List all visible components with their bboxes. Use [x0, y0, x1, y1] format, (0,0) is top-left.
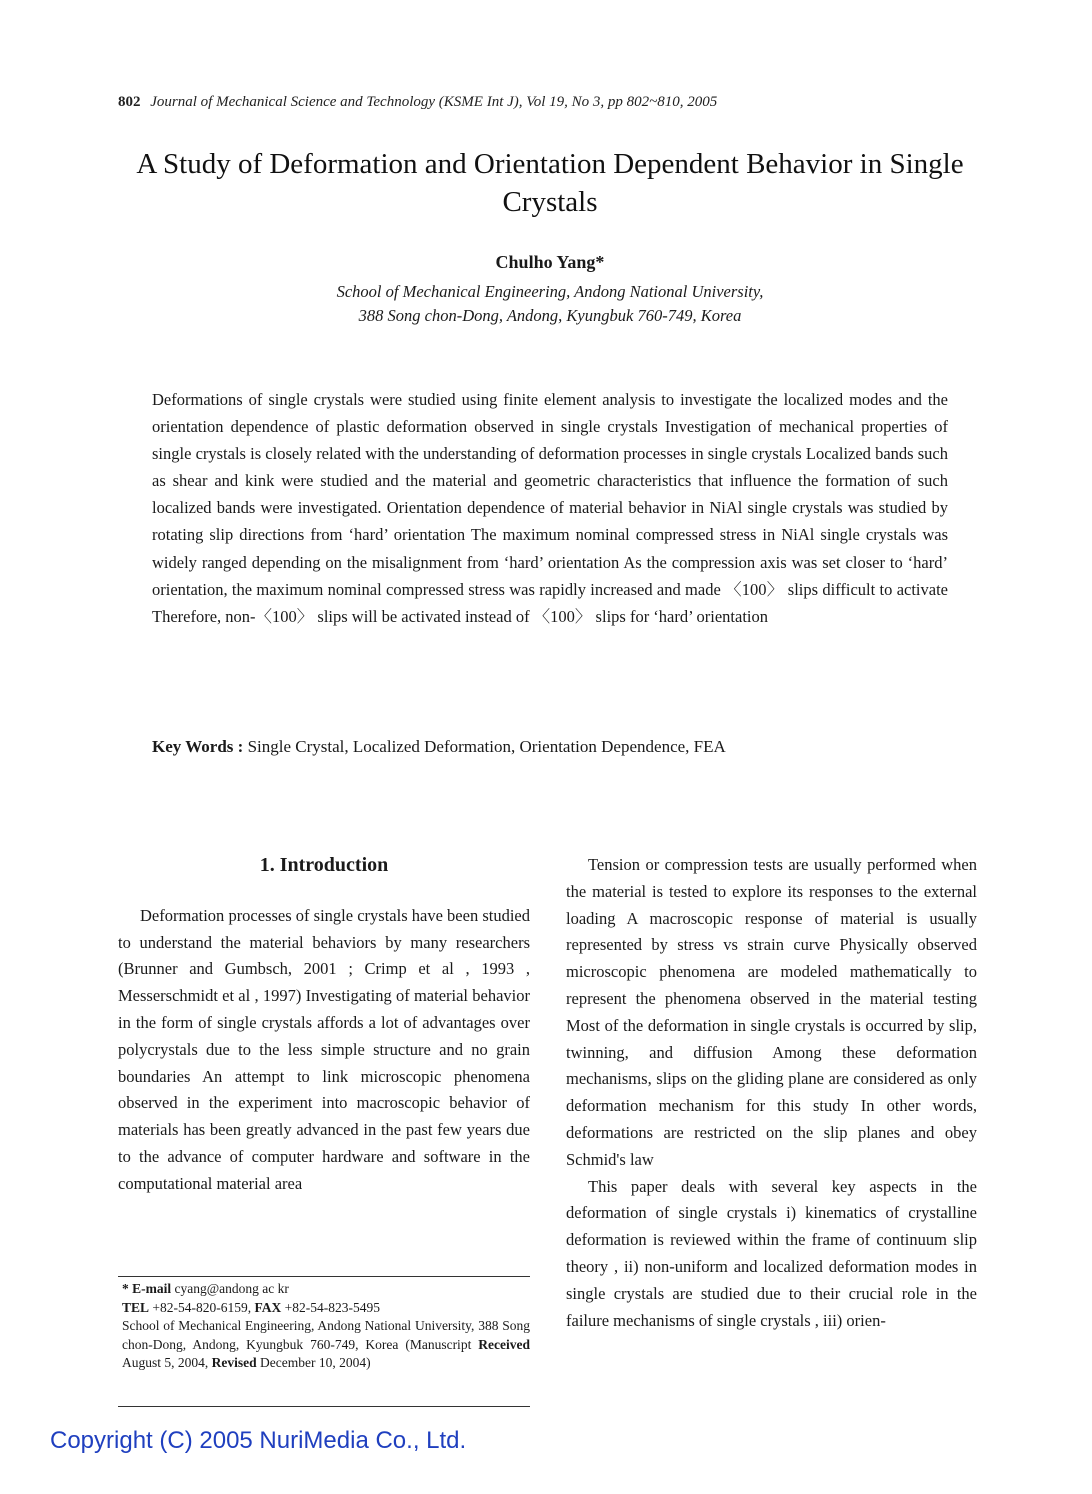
abstract: Deformations of single crystals were studied using finite element analysis to investigate the localized modes and the orientation dependence of plastic deformation observed in single crystals Investigation of mechanical properties of single crystals is closely related with the understanding of deformation processes in single crystals Localized bands such as shear and kink were studied and the material and geometric characteristics that influence the formation of such localized bands were investigated. Orientation dependence of material behavior in NiAl single crystals was studied by rotating slip directions from ‘hard’ orientation The maximum nominal compressed stress in NiAl single crystals was widely ranged depending on the misalignment from ‘hard’ orientation As the compression axis was set closer to ‘hard’ orientation, the maximum nominal compressed stress was rapidly increased and made 〈100〉 slips difficult to activate Therefore, non-〈100〉 slips will be activated instead of 〈100〉 slips for ‘hard’ orientation [152, 390, 948, 626]
right-paragraph-1: Tension or compression tests are usually performed when the material is tested to explore its responses to the external loading A macroscopic response of material is usually represented by stress vs strain curve Physically observed microscopic phenomena are modeled mathematically to represent the phenomena observed in the material testing Most of the deformation in single crystals is occurred by slip, twinning, and diffusion Among these deformation mechanisms, slips on the gliding plane are considered as only deformation mechanism for this study In other words, deformations are restricted on the slip planes and obey Schmid's law [566, 855, 977, 1169]
received-date: August 5, 2004, [122, 1355, 209, 1370]
right-column [566, 852, 977, 1334]
author-name: Chulho Yang* [495, 252, 605, 272]
copyright-notice: Copyright (C) 2005 NuriMedia Co., Ltd. [50, 1427, 467, 1454]
left-column [118, 852, 530, 1198]
footnote-bottom-rule [118, 1406, 530, 1407]
keywords-text: Single Crystal, Localized Deformation, Orientation Dependence, FEA [247, 737, 726, 756]
running-header [118, 94, 978, 111]
email-address: cyang@andong ac kr [174, 1281, 289, 1296]
keywords-label: Key Words : [152, 737, 244, 756]
intro-paragraph-1: Deformation processes of single crystals have been studied to understand the material behaviors by many researchers (Brunner and Gumbsch, 2001 ; Crimp et al , 1993 , Messerschmidt et al , 1997) Investigating of material behavior in the form of single crystals affords a lot of advantages over polycrystals due to the less simple structure and no grain boundaries An attempt to link microscopic phenomena observed in the experiment into macroscopic behavior of materials has been greatly advanced in the past few years due to the advance of computer hardware and software in the computational material area [118, 905, 530, 1193]
keywords [152, 737, 948, 757]
footnote-address [122, 1317, 530, 1373]
address-text: School of Mechanical Engineering, Andong National University, 388 Song chon-Dong, Andong, Kyungbuk 760-749, Korea (Manuscript [122, 1318, 530, 1352]
paper-title: A Study of Deformation and Orientation Dependent Behavior in Single Crystals [136, 148, 964, 218]
email-label: * E-mail [122, 1281, 172, 1296]
revised-label: Revised [211, 1355, 257, 1370]
footnote-email-line [122, 1280, 530, 1299]
footnote-divider [118, 1276, 530, 1277]
affiliation [110, 280, 990, 328]
footnote [122, 1280, 530, 1373]
footnote-phone-line [122, 1299, 530, 1318]
page-number: 802 [118, 94, 141, 110]
tel-label: TEL [122, 1299, 150, 1315]
revised-date: December 10, 2004) [260, 1355, 371, 1370]
journal-citation: Journal of Mechanical Science and Technology (KSME Int J), Vol 19, No 3, pp 802~810, 2005 [150, 94, 718, 110]
section-heading-introduction: 1. Introduction [259, 854, 389, 876]
received-label: Received [478, 1336, 531, 1352]
fax-label: FAX [254, 1299, 282, 1315]
affiliation-line-2: 388 Song chon-Dong, Andong, Kyungbuk 760-749, Korea [358, 306, 742, 325]
right-paragraph-2: This paper deals with several key aspects in the deformation of single crystals i) kinematics of crystalline deformation is reviewed within the frame of continuum slip theory , ii) non-uniform and localized deformation modes in single crystals are studied due to their crucial role in the failure mechanisms of single crystals , iii) orien- [566, 1176, 977, 1330]
tel-number: +82-54-820-6159, [152, 1299, 252, 1315]
affiliation-line-1: School of Mechanical Engineering, Andong National University, [336, 282, 764, 301]
fax-number: +82-54-823-5495 [284, 1299, 380, 1315]
